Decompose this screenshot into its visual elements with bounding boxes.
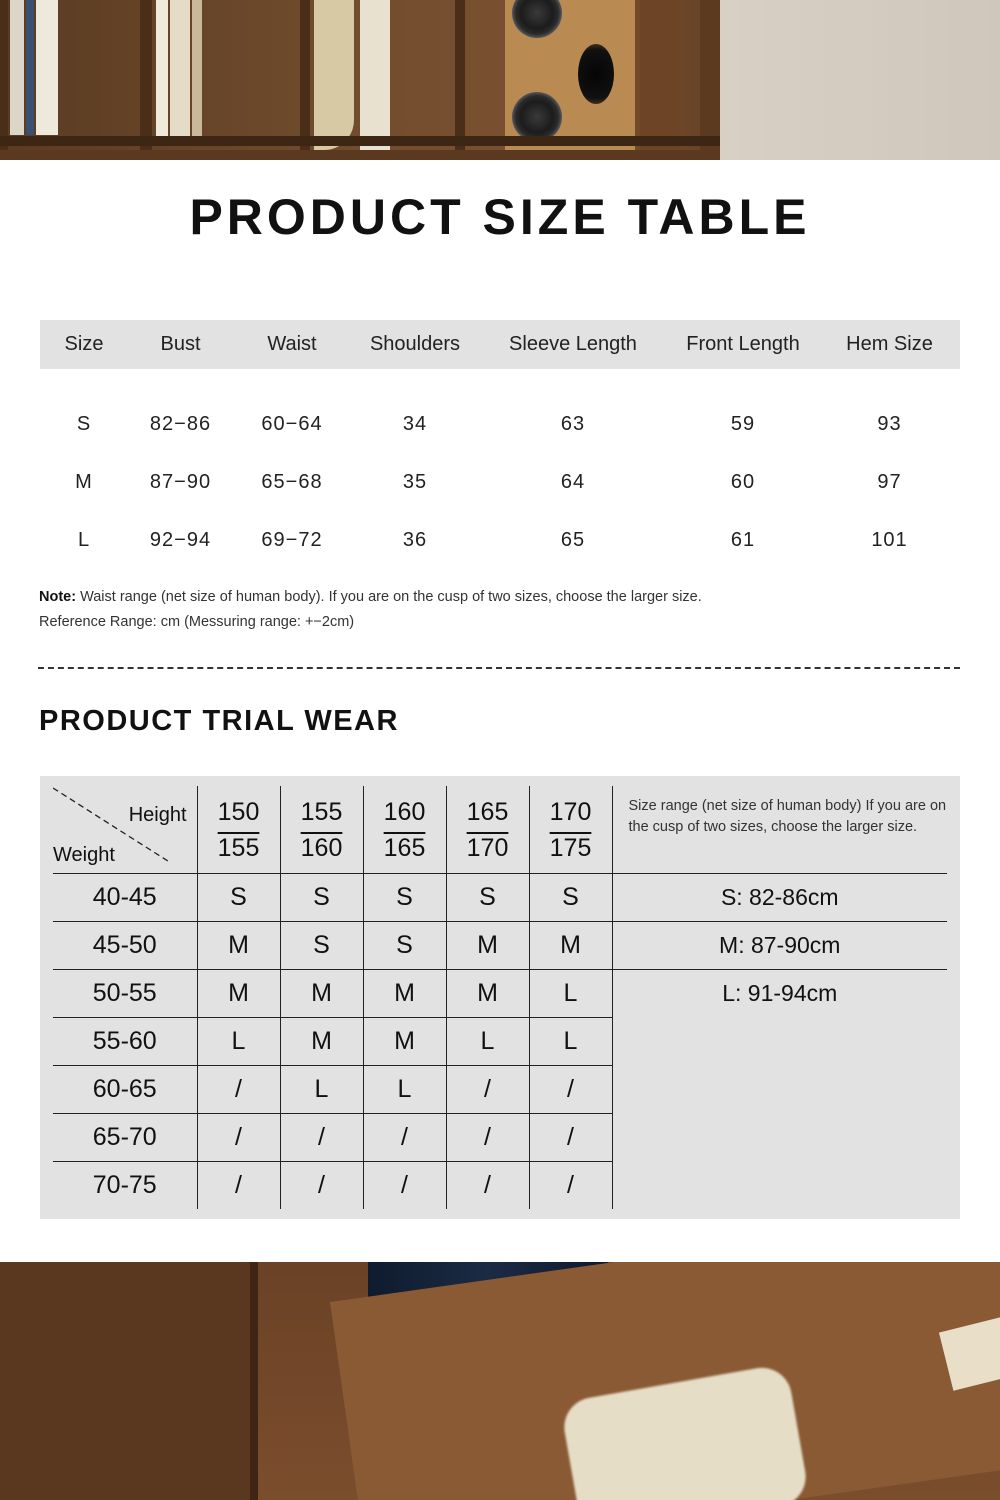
weight-label: 40-45 [53, 874, 197, 922]
cell-bust: 82−86 [149, 412, 212, 435]
cell-shoulders: 34 [402, 412, 428, 435]
size-cell: M [446, 922, 529, 970]
cell-hem-size: 101 [871, 528, 908, 551]
weight-row-40-45 [53, 874, 947, 922]
size-cell: / [197, 1114, 280, 1162]
cell-front-length: 61 [730, 528, 756, 551]
cell-hem-size: 97 [877, 470, 902, 493]
size-cell: S [363, 874, 446, 922]
size-cell: / [446, 1066, 529, 1114]
size-cell: S [280, 922, 363, 970]
weight-row-60-65 [53, 1066, 947, 1114]
cell-waist: 69−72 [261, 528, 323, 551]
height-col-150-155: 150 155 [197, 786, 280, 874]
size-note [39, 585, 702, 635]
size-row-m [40, 453, 960, 511]
range-empty [612, 1114, 947, 1162]
size-cell: S [529, 874, 612, 922]
size-cell: M [446, 970, 529, 1018]
range-s: S: 82-86cm [612, 874, 947, 922]
note-text: Waist range (net size of human body). If you are on the cusp of two sizes, choose the larger size. [76, 589, 702, 605]
cell-sleeve-length: 63 [560, 412, 586, 435]
corner-weight-label: Weight [53, 844, 115, 866]
size-cell: S [363, 922, 446, 970]
weight-row-70-75 [53, 1162, 947, 1210]
size-cell: L [529, 1018, 612, 1066]
size-cell: L [280, 1066, 363, 1114]
size-cell: / [446, 1162, 529, 1210]
bottom-photo-model [0, 1262, 1000, 1500]
size-cell: M [363, 970, 446, 1018]
size-table [40, 320, 960, 569]
header-sleeve-length: Sleeve Length [479, 320, 667, 369]
cell-size: L [77, 528, 91, 551]
header-bust: Bust [128, 320, 233, 369]
trial-header-row [53, 786, 947, 874]
weight-row-45-50 [53, 922, 947, 970]
size-cell: S [197, 874, 280, 922]
cell-size: M [75, 470, 93, 493]
cell-waist: 60−64 [261, 412, 323, 435]
size-cell: / [280, 1162, 363, 1210]
range-empty [612, 1018, 947, 1066]
page-title: PRODUCT SIZE TABLE [189, 189, 811, 245]
weight-row-65-70 [53, 1114, 947, 1162]
size-cell: / [363, 1114, 446, 1162]
size-cell: S [280, 874, 363, 922]
cell-waist: 65−68 [261, 470, 323, 493]
size-cell: L [363, 1066, 446, 1114]
size-cell: / [446, 1114, 529, 1162]
size-range-note: Size range (net size of human body) If you are on the cusp of two sizes, choose the larger size. [612, 786, 947, 874]
weight-label: 55-60 [53, 1018, 197, 1066]
size-cell: / [280, 1114, 363, 1162]
cell-shoulders: 35 [402, 470, 428, 493]
size-cell: L [197, 1018, 280, 1066]
size-cell: L [446, 1018, 529, 1066]
height-col-170-175: 170 175 [529, 786, 612, 874]
weight-label: 60-65 [53, 1066, 197, 1114]
top-photo-bookshelf [0, 0, 1000, 160]
cell-hem-size: 93 [877, 412, 902, 435]
range-m: M: 87-90cm [612, 922, 947, 970]
header-waist: Waist [233, 320, 351, 369]
size-cell: / [197, 1162, 280, 1210]
size-cell: / [197, 1066, 280, 1114]
range-l: L: 91-94cm [612, 970, 947, 1018]
size-cell: S [446, 874, 529, 922]
height-col-155-160: 155 160 [280, 786, 363, 874]
trial-wear-table [53, 786, 947, 1209]
size-cell: / [529, 1162, 612, 1210]
section-divider [38, 667, 960, 669]
corner-cell [53, 786, 197, 874]
trial-wear-title: PRODUCT TRIAL WEAR [39, 705, 399, 737]
cell-bust: 92−94 [149, 528, 212, 551]
header-shoulders: Shoulders [351, 320, 479, 369]
size-cell: M [197, 922, 280, 970]
size-cell: M [280, 970, 363, 1018]
size-cell: / [529, 1066, 612, 1114]
height-col-165-170: 165 170 [446, 786, 529, 874]
weight-label: 45-50 [53, 922, 197, 970]
size-table-header [40, 320, 960, 369]
size-cell: M [363, 1018, 446, 1066]
range-empty [612, 1162, 947, 1210]
size-cell: M [197, 970, 280, 1018]
cell-shoulders: 36 [402, 528, 428, 551]
cell-front-length: 60 [730, 470, 756, 493]
note-label: Note: [39, 589, 77, 605]
size-cell: M [280, 1018, 363, 1066]
cell-bust: 87−90 [149, 470, 212, 493]
height-col-160-165: 160 165 [363, 786, 446, 874]
corner-height-label: Height [128, 804, 187, 826]
weight-label: 50-55 [53, 970, 197, 1018]
cell-sleeve-length: 65 [560, 528, 586, 551]
weight-row-50-55 [53, 970, 947, 1018]
header-hem-size: Hem Size [819, 320, 960, 369]
size-cell: L [529, 970, 612, 1018]
header-front-length: Front Length [667, 320, 819, 369]
size-cell: M [529, 922, 612, 970]
range-empty [612, 1066, 947, 1114]
weight-label: 65-70 [53, 1114, 197, 1162]
cell-sleeve-length: 64 [560, 470, 586, 493]
size-row-s [40, 395, 960, 453]
weight-label: 70-75 [53, 1162, 197, 1210]
size-cell: / [363, 1162, 446, 1210]
cell-size: S [76, 412, 92, 435]
weight-row-55-60 [53, 1018, 947, 1066]
size-cell: / [529, 1114, 612, 1162]
size-row-l [40, 511, 960, 569]
header-size: Size [40, 320, 128, 369]
cell-front-length: 59 [730, 412, 756, 435]
reference-range: Reference Range: cm (Messuring range: +−2cm) [39, 614, 355, 630]
